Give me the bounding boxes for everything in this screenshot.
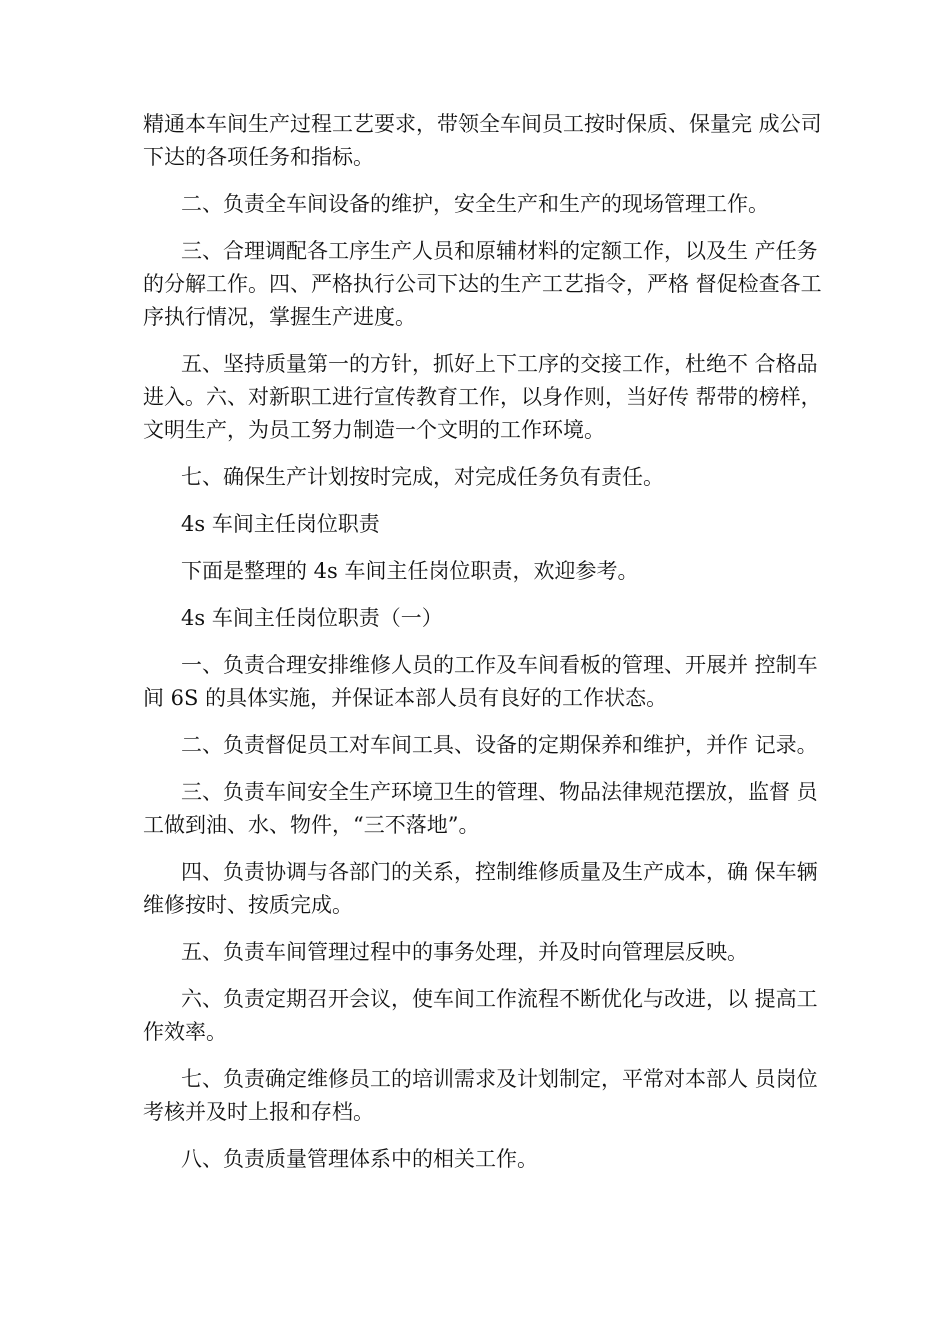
paragraph-item-6: 六、负责定期召开会议，使车间工作流程不断优化与改进，以 提高工作效率。 [143, 987, 818, 1044]
subsection-title: 4s 车间主任岗位职责（一） [181, 606, 443, 630]
paragraph-duty-7: 七、确保生产计划按时完成，对完成任务负有责任。 [181, 465, 664, 489]
paragraph-item-1: 一、负责合理安排维修人员的工作及车间看板的管理、开展并 控制车间 6S 的具体实施，并保证本部人员有良好的工作状态。 [143, 653, 818, 710]
paragraph-item-8: 八、负责质量管理体系中的相关工作。 [181, 1147, 538, 1171]
paragraph-item-2: 二、负责督促员工对车间工具、设备的定期保养和维护，并作 记录。 [181, 733, 818, 757]
paragraph-item-7: 七、负责确定维修员工的培训需求及计划制定，平常对本部人 员岗位考核并及时上报和存档。 [143, 1067, 818, 1124]
paragraph-intro: 精通本车间生产过程工艺要求，带领全车间员工按时保质、保量完 成公司下达的各项任务和指标。 [143, 112, 822, 169]
paragraph-duty-5-6: 五、坚持质量第一的方针，抓好上下工序的交接工作，杜绝不 合格品进入。六、对新职工进行宣传教育工作，以身作则，当好传 帮带的榜样，文明生产，为员工努力制造一个文明的工作环境。 [143, 352, 822, 442]
paragraph-item-3: 三、负责车间安全生产环境卫生的管理、物品法律规范摆放，监督 员工做到油、水、物件，“三不落地”。 [143, 780, 818, 837]
section-intro: 下面是整理的 4s 车间主任岗位职责，欢迎参考。 [181, 559, 639, 583]
paragraph-duty-2: 二、负责全车间设备的维护，安全生产和生产的现场管理工作。 [181, 192, 769, 216]
paragraph-item-4: 四、负责协调与各部门的关系，控制维修质量及生产成本，确 保车辆维修按时、按质完成。 [143, 860, 818, 917]
section-title: 4s 车间主任岗位职责 [181, 512, 380, 536]
paragraph-item-5: 五、负责车间管理过程中的事务处理，并及时向管理层反映。 [181, 940, 748, 964]
paragraph-duty-3-4: 三、合理调配各工序生产人员和原辅材料的定额工作，以及生 产任务的分解工作。四、严格执行公司下达的生产工艺指令，严格 督促检查各工序执行情况，掌握生产进度。 [143, 239, 822, 329]
